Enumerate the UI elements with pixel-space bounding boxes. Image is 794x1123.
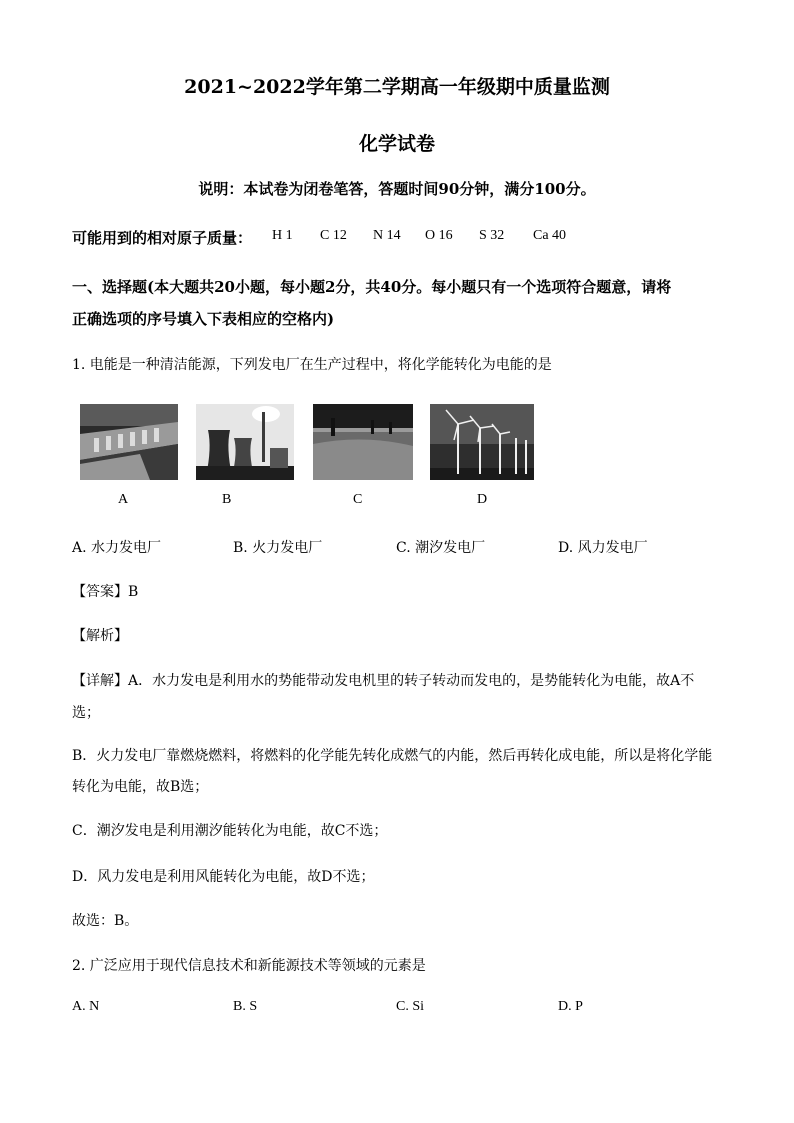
- question-2-stem: 2. 广泛应用于现代信息技术和新能源技术等领域的元素是: [72, 958, 426, 974]
- exam-note: 说明：本试卷为闭卷笔答，答题时间90分钟，满分100分。: [198, 180, 596, 198]
- q2-option-a: A. N: [72, 999, 100, 1014]
- q2-option-d: D. P: [558, 999, 583, 1014]
- q1-detail-1a: 【详解】A．水力发电是利用水的势能带动发电机里的转子转动而发电的，是势能转化为电能，故A不: [72, 673, 695, 689]
- q2-option-b: B. S: [233, 999, 258, 1014]
- thermal-plant-image: [196, 404, 294, 480]
- exam-subject: 化学试卷: [358, 133, 435, 155]
- q1-option-a: A. 水力发电厂: [72, 540, 162, 556]
- q1-analysis: 【解析】: [72, 628, 128, 644]
- q1-detail-3: C．潮汐发电是利用潮汐能转化为电能，故C不选；: [72, 823, 388, 839]
- atomic-mass-h: H 1: [272, 228, 293, 243]
- question-1-stem: 1. 电能是一种清洁能源，下列发电厂在生产过程中，将化学能转化为电能的是: [72, 357, 552, 373]
- atomic-mass-c: C 12: [320, 228, 347, 243]
- section-heading-line2: 正确选项的序号填入下表相应的空格内): [72, 310, 335, 328]
- q1-detail-2a: B．火力发电厂靠燃烧燃料，将燃料的化学能先转化成燃气的内能，然后再转化成电能，所以是将化学能: [72, 748, 713, 764]
- atomic-mass-o: O 16: [425, 228, 453, 243]
- image-label-b: B: [222, 492, 232, 507]
- q1-answer: 【答案】B: [72, 584, 139, 600]
- q1-detail-2b: 转化为电能，故B选；: [72, 779, 209, 795]
- image-label-d: D: [477, 492, 488, 507]
- image-label-c: C: [353, 492, 363, 507]
- tidal-plant-image: [313, 404, 413, 480]
- wind-plant-image: [430, 404, 534, 480]
- q2-option-c: C. Si: [396, 999, 425, 1014]
- atomic-mass-ca: Ca 40: [533, 228, 567, 243]
- section-heading-line1: 一、选择题(本大题共20小题，每小题2分，共40分。每小题只有一个选项符合题意，请将: [72, 278, 672, 296]
- atomic-mass-n: N 14: [373, 228, 401, 243]
- q1-detail-1b: 选；: [72, 705, 100, 721]
- atomic-mass-s: S 32: [479, 228, 505, 243]
- exam-title: 2021~2022学年第二学期高一年级期中质量监测: [184, 76, 610, 98]
- q1-option-c: C. 潮汐发电厂: [396, 540, 486, 556]
- hydro-plant-image: [80, 404, 178, 480]
- q1-option-d: D. 风力发电厂: [558, 540, 648, 556]
- image-label-a: A: [118, 492, 129, 507]
- q1-conclusion: 故选：B。: [72, 913, 139, 929]
- q1-detail-4: D．风力发电是利用风能转化为电能，故D不选；: [72, 869, 375, 885]
- atomic-mass-label: 可能用到的相对原子质量：: [72, 229, 253, 247]
- q1-option-b: B. 火力发电厂: [233, 540, 323, 556]
